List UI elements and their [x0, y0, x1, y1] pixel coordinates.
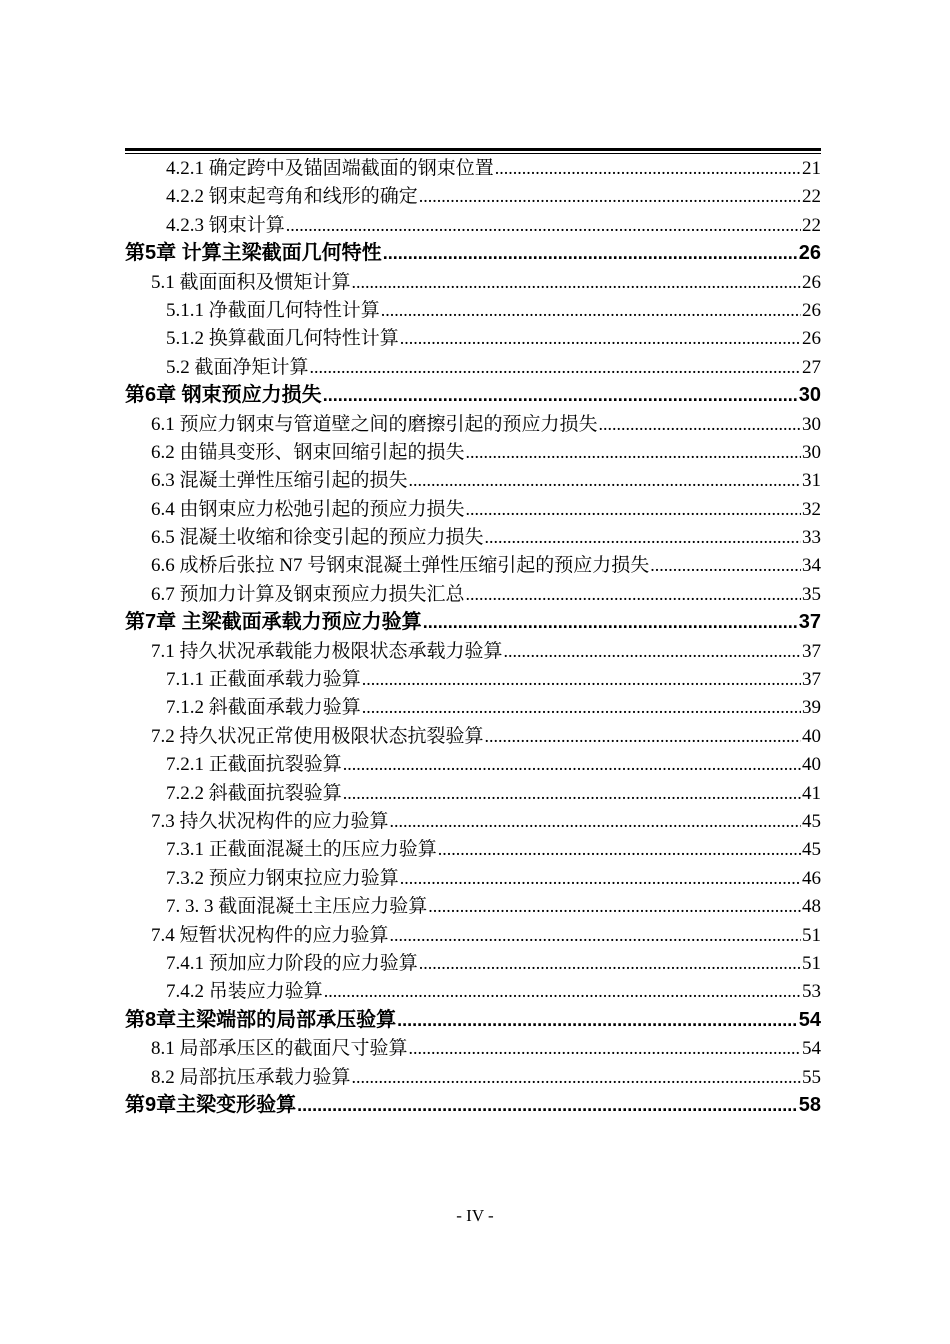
toc-entry-page: 45 — [802, 810, 821, 832]
toc-entry[interactable] — [125, 410, 821, 438]
toc-entry[interactable] — [125, 949, 821, 977]
toc-entry-title: 5.2 截面净矩计算 — [166, 356, 309, 378]
toc-entry[interactable] — [125, 864, 821, 892]
toc-entry[interactable] — [125, 580, 821, 608]
toc-entry-title: 7. 3. 3 截面混凝土主压应力验算 — [166, 896, 428, 918]
dot-leader — [419, 949, 801, 978]
dot-leader — [466, 438, 801, 467]
dot-leader — [650, 551, 801, 580]
toc-entry-page: 40 — [802, 725, 821, 747]
toc-entry-page: 32 — [802, 498, 821, 520]
dot-leader — [409, 1034, 801, 1063]
toc-entry[interactable] — [125, 921, 821, 949]
dot-leader — [428, 892, 801, 921]
dot-leader — [352, 268, 801, 297]
toc-entry[interactable] — [125, 466, 821, 494]
toc-entry-page: 30 — [798, 384, 821, 407]
toc-entry[interactable] — [125, 608, 821, 636]
toc-entry-title: 第7章 主梁截面承载力预应力验算 — [125, 611, 422, 634]
toc-entry[interactable] — [125, 665, 821, 693]
toc-entry-page: 22 — [802, 186, 821, 208]
toc-entry[interactable] — [125, 268, 821, 296]
toc-entry[interactable] — [125, 637, 821, 665]
toc-entry[interactable] — [125, 353, 821, 381]
toc-entry-title: 5.1 截面面积及惯矩计算 — [151, 271, 351, 293]
dot-leader — [362, 693, 801, 722]
toc-entry-title: 第6章 钢束预应力损失 — [125, 384, 322, 407]
toc-entry-page: 53 — [802, 981, 821, 1003]
dot-leader — [400, 864, 801, 893]
toc-entry-title: 第8章主梁端部的局部承压验算 — [125, 1008, 397, 1031]
toc-entry-page: 45 — [802, 839, 821, 861]
dot-leader — [286, 211, 801, 240]
toc-entry-page: 51 — [802, 924, 821, 946]
dot-leader — [362, 665, 801, 694]
toc-entry-page: 48 — [802, 896, 821, 918]
toc-entry-title: 6.4 由钢束应力松弛引起的预应力损失 — [151, 498, 465, 520]
toc-entry[interactable] — [125, 892, 821, 920]
toc-entry-title: 7.1.2 斜截面承载力验算 — [166, 697, 361, 719]
toc-entry[interactable] — [125, 154, 821, 182]
toc-entry-title: 第9章主梁变形验算 — [125, 1093, 297, 1116]
toc-entry-title: 6.5 混凝土收缩和徐变引起的预应力损失 — [151, 527, 484, 549]
toc-entry-page: 31 — [802, 470, 821, 492]
dot-leader — [466, 495, 801, 524]
toc-entry-page: 55 — [802, 1066, 821, 1088]
toc-entry-title: 4.2.2 钢束起弯角和线形的确定 — [166, 186, 418, 208]
toc-entry[interactable] — [125, 693, 821, 721]
toc-entry-title: 7.2 持久状况正常使用极限状态抗裂验算 — [151, 725, 484, 747]
toc-entry[interactable] — [125, 438, 821, 466]
dot-leader — [599, 410, 801, 439]
toc-entry-page: 37 — [798, 611, 821, 634]
toc-entry-page: 22 — [802, 214, 821, 236]
toc-entry[interactable] — [125, 211, 821, 239]
toc-entry-title: 7.3.1 正截面混凝土的压应力验算 — [166, 839, 437, 861]
toc-entry-page: 54 — [798, 1008, 821, 1031]
toc-entry[interactable] — [125, 239, 821, 267]
dot-leader — [323, 381, 798, 409]
toc-entry-page: 21 — [802, 158, 821, 179]
toc-entry-title: 4.2.1 确定跨中及锚固端截面的钢束位置 — [166, 158, 494, 179]
toc-entry-title: 7.3.2 预应力钢束拉应力验算 — [166, 867, 399, 889]
toc-entry[interactable] — [125, 296, 821, 324]
toc-entry-page: 41 — [802, 782, 821, 804]
dot-leader — [485, 523, 801, 552]
toc-entry-page: 26 — [802, 328, 821, 350]
toc-entry-page: 26 — [802, 271, 821, 293]
dot-leader — [485, 722, 801, 751]
dot-leader — [419, 182, 801, 211]
toc-entry-page: 37 — [802, 640, 821, 662]
toc-entry-title: 7.2.1 正截面抗裂验算 — [166, 754, 342, 776]
toc-entry-title: 第5章 计算主梁截面几何特性 — [125, 242, 382, 265]
toc-entry-title: 7.2.2 斜截面抗裂验算 — [166, 782, 342, 804]
toc-entry-title: 7.3 持久状况构件的应力验算 — [151, 810, 389, 832]
toc-entry-title: 6.7 预加力计算及钢束预应力损失汇总 — [151, 583, 465, 605]
toc-entry[interactable] — [125, 324, 821, 352]
toc-entry[interactable] — [125, 381, 821, 409]
toc-entry-title: 6.1 预应力钢束与管道壁之间的磨擦引起的预应力损失 — [151, 413, 598, 435]
toc-entry[interactable] — [125, 750, 821, 778]
dot-leader — [381, 296, 801, 325]
toc-entry-page: 26 — [802, 299, 821, 321]
toc-entry-page: 40 — [802, 754, 821, 776]
toc-entry-title: 5.1.1 净截面几何特性计算 — [166, 299, 380, 321]
dot-leader — [352, 1063, 801, 1092]
dot-leader — [397, 1006, 798, 1034]
toc-entry-page: 58 — [798, 1093, 821, 1116]
toc-entry[interactable] — [125, 1091, 821, 1119]
toc-entry-page: 33 — [802, 527, 821, 549]
toc-entry[interactable] — [125, 551, 821, 579]
toc-entry[interactable] — [125, 722, 821, 750]
toc-entry[interactable] — [125, 1034, 821, 1062]
dot-leader — [390, 807, 801, 836]
toc-entry-title: 7.4 短暂状况构件的应力验算 — [151, 924, 389, 946]
toc-entry-title: 7.1 持久状况承载能力极限状态承载力验算 — [151, 640, 503, 662]
toc-entry-page: 54 — [802, 1038, 821, 1060]
dot-leader — [423, 608, 798, 636]
toc-entry[interactable] — [125, 1063, 821, 1091]
dot-leader — [324, 977, 801, 1006]
toc-entry-page: 26 — [798, 242, 821, 265]
toc-entry[interactable] — [125, 495, 821, 523]
page-number-footer: - IV - — [456, 1206, 494, 1225]
toc-entry-title: 8.1 局部承压区的截面尺寸验算 — [151, 1038, 408, 1060]
toc-entry[interactable] — [125, 523, 821, 551]
toc-entry-page: 35 — [802, 583, 821, 605]
toc-entry-title: 5.1.2 换算截面几何特性计算 — [166, 328, 399, 350]
toc-entry-page: 34 — [802, 555, 821, 577]
dot-leader — [466, 580, 801, 609]
toc-entry[interactable] — [125, 1006, 821, 1034]
toc-entry-page: 30 — [802, 413, 821, 435]
table-of-contents — [125, 154, 821, 1119]
toc-entry-title: 7.4.1 预加应力阶段的应力验算 — [166, 952, 418, 974]
toc-entry[interactable] — [125, 807, 821, 835]
toc-entry-title: 7.1.1 正截面承载力验算 — [166, 669, 361, 691]
dot-leader — [343, 750, 801, 779]
toc-entry-title: 6.3 混凝土弹性压缩引起的损失 — [151, 470, 408, 492]
toc-entry[interactable] — [125, 182, 821, 210]
toc-entry-page: 27 — [802, 356, 821, 378]
dot-leader — [310, 353, 801, 382]
dot-leader — [383, 239, 798, 267]
dot-leader — [495, 154, 801, 183]
toc-entry-title: 6.6 成桥后张拉 N7 号钢束混凝土弹性压缩引起的预应力损失 — [151, 555, 650, 577]
dot-leader — [297, 1091, 798, 1119]
toc-entry[interactable] — [125, 977, 821, 1005]
toc-entry-page: 51 — [802, 952, 821, 974]
toc-entry-title: 8.2 局部抗压承载力验算 — [151, 1066, 351, 1088]
dot-leader — [343, 779, 801, 808]
toc-entry[interactable] — [125, 779, 821, 807]
toc-entry-page: 46 — [802, 867, 821, 889]
dot-leader — [438, 835, 801, 864]
toc-entry-page: 37 — [802, 669, 821, 691]
toc-entry-title: 7.4.2 吊装应力验算 — [166, 981, 323, 1003]
toc-entry-page: 39 — [802, 697, 821, 719]
toc-entry[interactable] — [125, 835, 821, 863]
dot-leader — [400, 324, 801, 353]
toc-entry-title: 6.2 由锚具变形、钢束回缩引起的损失 — [151, 441, 465, 463]
toc-entry-title: 4.2.3 钢束计算 — [166, 214, 285, 236]
dot-leader — [409, 466, 801, 495]
dot-leader — [390, 921, 801, 950]
dot-leader — [504, 637, 801, 666]
toc-entry-page: 30 — [802, 441, 821, 463]
